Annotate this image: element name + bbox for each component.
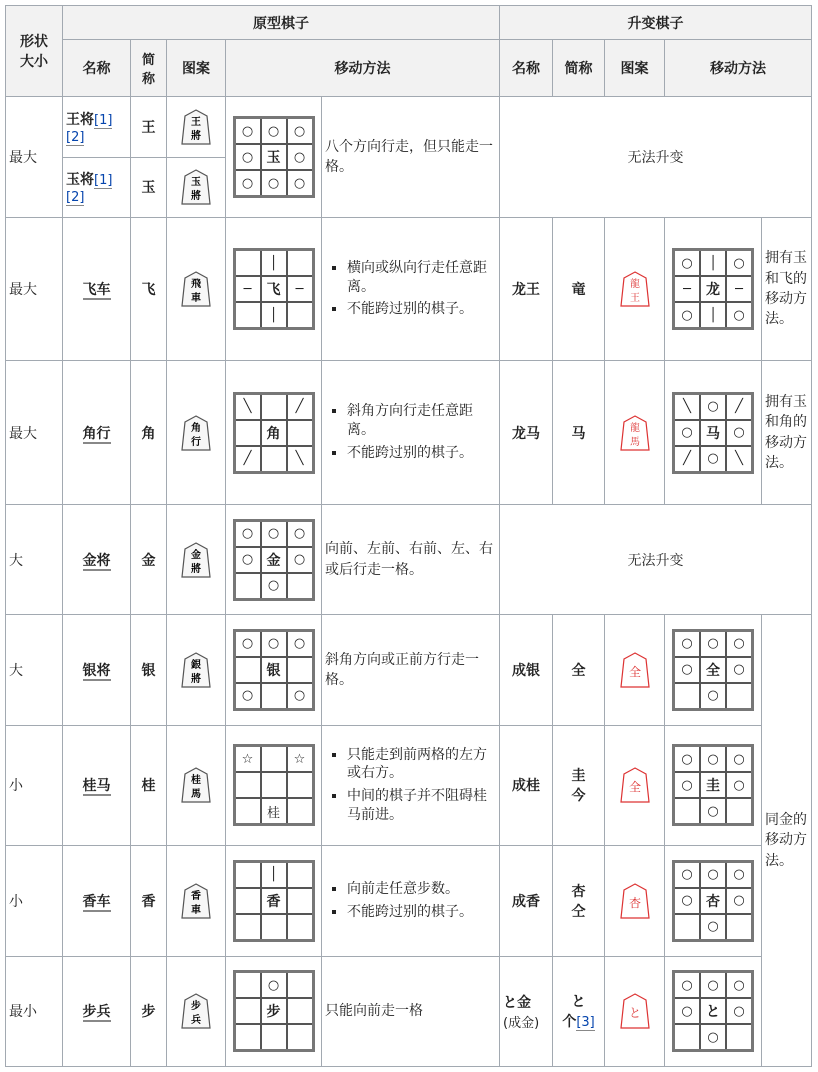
promoted-silver-piece-icon bbox=[620, 652, 650, 688]
grid-cell: ○ bbox=[234, 520, 261, 547]
promoted-move-grid bbox=[672, 860, 754, 942]
grid-cell: ○ bbox=[700, 798, 726, 825]
grid-cell bbox=[234, 772, 261, 798]
piece-name[interactable]: 香车 bbox=[63, 846, 131, 956]
move-description bbox=[322, 725, 500, 845]
grid-cell: ○ bbox=[234, 170, 261, 197]
svg-text:將: 將 bbox=[191, 191, 201, 203]
promoted-abbr: と 个[3] bbox=[553, 956, 605, 1067]
grid-cell: ╱ bbox=[287, 393, 314, 420]
move-rule-item: ▪ 不能跨过别的棋子。 bbox=[347, 444, 496, 463]
grid-cell bbox=[234, 657, 261, 683]
grid-cell bbox=[261, 393, 287, 420]
king-piece-icon bbox=[181, 109, 211, 145]
grid-cell: ○ bbox=[700, 861, 726, 888]
size-cell: 小 bbox=[6, 846, 63, 956]
move-grid bbox=[233, 248, 315, 330]
promoted-move-description: 同金的移动方法。 bbox=[762, 615, 812, 1067]
piece-image[interactable] bbox=[167, 504, 226, 614]
grid-cell bbox=[287, 914, 314, 941]
svg-text:馬: 馬 bbox=[629, 436, 640, 448]
svg-text:兵: 兵 bbox=[191, 1015, 201, 1027]
grid-cell bbox=[674, 798, 701, 825]
header-p-abbr: 简称 bbox=[553, 40, 605, 97]
grid-cell bbox=[287, 657, 314, 683]
grid-cell: ╲ bbox=[674, 393, 701, 420]
grid-cell: ○ bbox=[287, 118, 314, 145]
shogi-pieces-table bbox=[5, 5, 812, 1067]
size-cell: 最小 bbox=[6, 956, 63, 1067]
grid-cell bbox=[287, 798, 314, 825]
no-promotion: 无法升变 bbox=[500, 97, 812, 217]
promoted-name[interactable]: 成香 bbox=[500, 846, 553, 956]
grid-cell bbox=[234, 1024, 261, 1051]
piece-name[interactable]: 王将[1][2] bbox=[63, 97, 131, 157]
size-cell: 小 bbox=[6, 725, 63, 845]
move-rule-item: ▪ 不能跨过别的棋子。 bbox=[347, 300, 496, 319]
header-p-move: 移动方法 bbox=[665, 40, 812, 97]
grid-cell: ○ bbox=[726, 861, 753, 888]
grid-cell: ╱ bbox=[674, 446, 701, 473]
grid-cell: ○ bbox=[700, 746, 726, 773]
grid-cell: ○ bbox=[726, 420, 753, 446]
svg-text:全: 全 bbox=[628, 780, 641, 795]
grid-piece-cell: 银 bbox=[261, 657, 287, 683]
no-promotion: 无法升变 bbox=[500, 504, 812, 614]
grid-cell: ○ bbox=[674, 746, 701, 773]
grid-cell: ○ bbox=[726, 972, 753, 999]
move-rule-item: ▪ 向前走任意步数。 bbox=[347, 880, 496, 899]
grid-cell: ○ bbox=[674, 772, 701, 798]
grid-cell: ○ bbox=[726, 250, 753, 277]
header-p-pattern: 图案 bbox=[605, 40, 665, 97]
promoted-grid-cell bbox=[665, 846, 762, 956]
piece-image[interactable] bbox=[167, 725, 226, 845]
grid-cell: ╲ bbox=[287, 446, 314, 473]
grid-cell bbox=[287, 573, 314, 600]
grid-piece-cell: 马 bbox=[700, 420, 726, 446]
svg-text:龍: 龍 bbox=[629, 422, 640, 434]
promoted-move-grid bbox=[672, 744, 754, 826]
move-grid bbox=[233, 860, 315, 942]
grid-cell: ○ bbox=[700, 683, 726, 710]
grid-piece-cell: 玉 bbox=[261, 144, 287, 170]
grid-piece-cell: 全 bbox=[700, 657, 726, 683]
svg-text:角: 角 bbox=[191, 422, 201, 434]
promoted-image[interactable] bbox=[605, 725, 665, 845]
grid-cell: ╱ bbox=[726, 393, 753, 420]
header-p-name: 名称 bbox=[500, 40, 553, 97]
grid-cell bbox=[287, 972, 314, 999]
move-grid bbox=[233, 629, 315, 711]
promoted-grid-cell bbox=[665, 725, 762, 845]
promoted-image[interactable] bbox=[605, 217, 665, 361]
grid-cell bbox=[287, 998, 314, 1024]
grid-cell: │ bbox=[700, 302, 726, 329]
grid-cell bbox=[261, 914, 287, 941]
piece-abbr: 王 bbox=[131, 97, 167, 157]
move-description bbox=[322, 217, 500, 361]
promoted-name[interactable]: と金 (成金) bbox=[500, 956, 553, 1067]
svg-text:香: 香 bbox=[191, 890, 201, 902]
grid-cell: ○ bbox=[726, 888, 753, 914]
grid-cell: ○ bbox=[674, 250, 701, 277]
grid-cell bbox=[234, 998, 261, 1024]
grid-cell: ○ bbox=[726, 657, 753, 683]
svg-text:杏: 杏 bbox=[628, 895, 641, 910]
move-grid-cell bbox=[226, 956, 322, 1067]
ref-link[interactable]: [1][2] bbox=[66, 112, 113, 145]
grid-piece-cell: 杏 bbox=[700, 888, 726, 914]
svg-text:銀: 銀 bbox=[191, 659, 201, 671]
promoted-abbr: 全 bbox=[553, 615, 605, 725]
grid-cell: ○ bbox=[287, 630, 314, 657]
move-description bbox=[322, 361, 500, 505]
piece-abbr: 香 bbox=[131, 846, 167, 956]
grid-cell bbox=[726, 683, 753, 710]
svg-text:飛: 飛 bbox=[191, 279, 201, 291]
grid-cell bbox=[261, 1024, 287, 1051]
piece-image[interactable] bbox=[167, 846, 226, 956]
grid-cell: ○ bbox=[726, 998, 753, 1024]
move-description: 只能向前走一格 bbox=[322, 956, 500, 1067]
grid-cell: ○ bbox=[726, 630, 753, 657]
promoted-grid-cell bbox=[665, 361, 762, 505]
tokin-piece-icon bbox=[620, 993, 650, 1029]
grid-piece-cell bbox=[261, 772, 287, 798]
svg-text:王: 王 bbox=[191, 116, 201, 128]
promoted-move-grid bbox=[672, 248, 754, 330]
piece-name[interactable]: 金将 bbox=[63, 504, 131, 614]
grid-cell bbox=[287, 1024, 314, 1051]
header-move: 移动方法 bbox=[226, 40, 500, 97]
grid-cell: │ bbox=[261, 861, 287, 888]
grid-cell bbox=[234, 573, 261, 600]
rook-piece-icon bbox=[181, 271, 211, 307]
header-name: 名称 bbox=[63, 40, 131, 97]
svg-text:將: 將 bbox=[191, 563, 201, 575]
promoted-abbr: 杏 仝 bbox=[553, 846, 605, 956]
grid-cell: ○ bbox=[261, 520, 287, 547]
promoted-move-grid bbox=[672, 970, 754, 1052]
grid-cell: ○ bbox=[674, 630, 701, 657]
grid-cell bbox=[726, 914, 753, 941]
grid-cell bbox=[261, 746, 287, 773]
svg-text:行: 行 bbox=[191, 436, 201, 448]
grid-piece-cell: と bbox=[700, 998, 726, 1024]
move-description: 八个方向行走，但只能走一格。 bbox=[322, 97, 500, 217]
grid-cell bbox=[234, 420, 261, 446]
svg-text:步: 步 bbox=[191, 1001, 201, 1013]
grid-cell bbox=[234, 914, 261, 941]
move-rule-item: ▪ 横向或纵向行走任意距离。 bbox=[347, 259, 496, 297]
grid-cell: ─ bbox=[726, 276, 753, 302]
grid-cell: ○ bbox=[700, 1024, 726, 1051]
grid-cell bbox=[287, 888, 314, 914]
promoted-grid-cell bbox=[665, 217, 762, 361]
grid-cell bbox=[234, 861, 261, 888]
header-pattern: 图案 bbox=[167, 40, 226, 97]
grid-piece-cell: 角 bbox=[261, 420, 287, 446]
grid-cell: ○ bbox=[674, 420, 701, 446]
header-original: 原型棋子 bbox=[63, 6, 500, 40]
grid-cell bbox=[287, 302, 314, 329]
promoted-knight-piece-icon bbox=[620, 767, 650, 803]
promoted-image[interactable] bbox=[605, 615, 665, 725]
promoted-move-grid bbox=[672, 629, 754, 711]
grid-cell: ○ bbox=[726, 772, 753, 798]
promoted-name[interactable]: 龙王 bbox=[500, 217, 553, 361]
grid-cell bbox=[674, 1024, 701, 1051]
grid-cell bbox=[287, 250, 314, 277]
svg-text:龍: 龍 bbox=[629, 279, 640, 291]
grid-cell: ○ bbox=[287, 683, 314, 710]
grid-cell: ○ bbox=[287, 144, 314, 170]
size-cell: 最大 bbox=[6, 361, 63, 505]
piece-name[interactable]: 银将 bbox=[63, 615, 131, 725]
header-promoted: 升变棋子 bbox=[500, 6, 812, 40]
size-cell: 大 bbox=[6, 504, 63, 614]
grid-cell: ○ bbox=[234, 630, 261, 657]
move-rule-item: ▪ 中间的棋子并不阻碍桂马前进。 bbox=[347, 787, 496, 825]
grid-cell: ○ bbox=[287, 547, 314, 573]
grid-cell: ○ bbox=[726, 302, 753, 329]
grid-cell: ○ bbox=[700, 630, 726, 657]
grid-cell: ○ bbox=[674, 657, 701, 683]
dragon-horse-piece-icon bbox=[620, 415, 650, 451]
piece-abbr: 金 bbox=[131, 504, 167, 614]
svg-text:金: 金 bbox=[191, 549, 201, 561]
grid-cell: ─ bbox=[234, 276, 261, 302]
move-description bbox=[322, 846, 500, 956]
knight-piece-icon bbox=[181, 767, 211, 803]
promoted-abbr: 竜 bbox=[553, 217, 605, 361]
grid-cell: ○ bbox=[674, 302, 701, 329]
grid-piece-cell: 香 bbox=[261, 888, 287, 914]
grid-cell: ○ bbox=[234, 683, 261, 710]
header-size: 形状 大小 bbox=[6, 6, 63, 97]
grid-cell: ○ bbox=[674, 972, 701, 999]
grid-cell: ○ bbox=[700, 972, 726, 999]
grid-cell: ○ bbox=[674, 998, 701, 1024]
piece-abbr: 角 bbox=[131, 361, 167, 505]
grid-cell: ○ bbox=[700, 393, 726, 420]
piece-abbr: 玉 bbox=[131, 157, 167, 217]
move-grid-cell bbox=[226, 725, 322, 845]
grid-cell: ╲ bbox=[726, 446, 753, 473]
grid-cell bbox=[261, 446, 287, 473]
grid-cell: │ bbox=[700, 250, 726, 277]
grid-cell: ○ bbox=[674, 888, 701, 914]
piece-image[interactable] bbox=[167, 157, 226, 217]
grid-piece-cell: 圭 bbox=[700, 772, 726, 798]
grid-cell: ─ bbox=[287, 276, 314, 302]
move-grid-cell bbox=[226, 97, 322, 217]
promoted-abbr: 马 bbox=[553, 361, 605, 505]
move-rule-item: ▪ 不能跨过别的棋子。 bbox=[347, 903, 496, 922]
grid-cell: ○ bbox=[700, 914, 726, 941]
piece-image[interactable] bbox=[167, 615, 226, 725]
promoted-move-description: 拥有玉和角的移动方法。 bbox=[762, 361, 812, 505]
dragon-king-piece-icon bbox=[620, 271, 650, 307]
grid-cell: ○ bbox=[234, 547, 261, 573]
piece-abbr: 步 bbox=[131, 956, 167, 1067]
grid-piece-cell: 金 bbox=[261, 547, 287, 573]
promoted-lance-piece-icon bbox=[620, 883, 650, 919]
piece-name[interactable]: 玉将[1][2] bbox=[63, 157, 131, 217]
grid-cell bbox=[287, 772, 314, 798]
svg-text:將: 將 bbox=[191, 130, 201, 142]
size-cell: 最大 bbox=[6, 97, 63, 217]
move-grid bbox=[233, 519, 315, 601]
promoted-grid-cell bbox=[665, 615, 762, 725]
grid-cell: ☆ bbox=[234, 746, 261, 773]
size-cell: 大 bbox=[6, 615, 63, 725]
promoted-name[interactable]: 成银 bbox=[500, 615, 553, 725]
grid-cell: ○ bbox=[674, 861, 701, 888]
piece-name[interactable]: 角行 bbox=[63, 361, 131, 505]
move-rule-item: ▪ 只能走到前两格的左方或右方。 bbox=[347, 746, 496, 784]
grid-cell: ○ bbox=[261, 630, 287, 657]
grid-cell: ○ bbox=[726, 746, 753, 773]
move-grid-cell bbox=[226, 615, 322, 725]
grid-cell: ○ bbox=[287, 520, 314, 547]
svg-text:王: 王 bbox=[629, 293, 640, 305]
grid-cell bbox=[234, 302, 261, 329]
svg-text:全: 全 bbox=[628, 664, 641, 679]
move-description: 斜角方向或正前方行走一格。 bbox=[322, 615, 500, 725]
grid-cell bbox=[674, 914, 701, 941]
grid-cell: ○ bbox=[261, 573, 287, 600]
grid-piece-cell: 龙 bbox=[700, 276, 726, 302]
grid-cell bbox=[287, 861, 314, 888]
svg-text:と: と bbox=[628, 1006, 641, 1021]
svg-text:馬: 馬 bbox=[191, 789, 201, 801]
move-grid bbox=[233, 392, 315, 474]
grid-piece-cell: 步 bbox=[261, 998, 287, 1024]
grid-cell: ╱ bbox=[234, 446, 261, 473]
piece-abbr: 桂 bbox=[131, 725, 167, 845]
pawn-piece-icon bbox=[181, 993, 211, 1029]
piece-name[interactable]: 步兵 bbox=[63, 956, 131, 1067]
grid-cell bbox=[726, 798, 753, 825]
grid-cell: ○ bbox=[234, 118, 261, 145]
promoted-move-grid bbox=[672, 392, 754, 474]
promoted-move-description: 拥有玉和飞的移动方法。 bbox=[762, 217, 812, 361]
grid-cell bbox=[234, 972, 261, 999]
grid-cell: ○ bbox=[261, 118, 287, 145]
promoted-image[interactable] bbox=[605, 956, 665, 1067]
grid-piece-cell: 飞 bbox=[261, 276, 287, 302]
grid-cell bbox=[234, 798, 261, 825]
svg-text:玉: 玉 bbox=[191, 177, 201, 189]
svg-text:將: 將 bbox=[191, 673, 201, 685]
grid-cell: ○ bbox=[700, 446, 726, 473]
gold-piece-icon bbox=[181, 542, 211, 578]
svg-text:車: 車 bbox=[191, 293, 201, 305]
promoted-grid-cell bbox=[665, 956, 762, 1067]
promoted-image[interactable] bbox=[605, 361, 665, 505]
lance-piece-icon bbox=[181, 883, 211, 919]
grid-cell: │ bbox=[261, 302, 287, 329]
move-grid bbox=[233, 116, 315, 198]
grid-cell: ─ bbox=[674, 276, 701, 302]
svg-text:車: 車 bbox=[191, 904, 201, 916]
grid-cell: ○ bbox=[287, 170, 314, 197]
move-grid-cell bbox=[226, 217, 322, 361]
move-grid bbox=[233, 970, 315, 1052]
grid-cell bbox=[234, 250, 261, 277]
move-description: 向前、左前、右前、左、右或后行走一格。 bbox=[322, 504, 500, 614]
move-rule-item: ▪ 斜角方向行走任意距离。 bbox=[347, 402, 496, 440]
header-abbr: 简 称 bbox=[131, 40, 167, 97]
piece-image[interactable] bbox=[167, 956, 226, 1067]
piece-image[interactable] bbox=[167, 97, 226, 157]
promoted-name[interactable]: 龙马 bbox=[500, 361, 553, 505]
size-cell: 最大 bbox=[6, 217, 63, 361]
move-grid-cell bbox=[226, 846, 322, 956]
grid-cell: ☆ bbox=[287, 746, 314, 773]
grid-cell: ○ bbox=[261, 170, 287, 197]
move-grid-cell bbox=[226, 504, 322, 614]
piece-abbr: 银 bbox=[131, 615, 167, 725]
grid-cell: │ bbox=[261, 250, 287, 277]
grid-cell: ╲ bbox=[234, 393, 261, 420]
silver-piece-icon bbox=[181, 652, 211, 688]
promoted-name[interactable]: 成桂 bbox=[500, 725, 553, 845]
grid-cell: ○ bbox=[234, 144, 261, 170]
jade-piece-icon bbox=[181, 169, 211, 205]
grid-cell: 桂 bbox=[261, 798, 287, 825]
piece-image[interactable] bbox=[167, 361, 226, 505]
bishop-piece-icon bbox=[181, 415, 211, 451]
grid-cell bbox=[674, 683, 701, 710]
svg-text:桂: 桂 bbox=[191, 775, 201, 787]
ref-link[interactable]: [3] bbox=[576, 1015, 595, 1031]
ref-link[interactable]: [1][2] bbox=[66, 173, 113, 206]
piece-name[interactable]: 飞车 bbox=[63, 217, 131, 361]
grid-cell bbox=[261, 683, 287, 710]
piece-name[interactable]: 桂马 bbox=[63, 725, 131, 845]
grid-cell bbox=[234, 888, 261, 914]
grid-cell bbox=[726, 1024, 753, 1051]
move-grid bbox=[233, 744, 315, 826]
piece-image[interactable] bbox=[167, 217, 226, 361]
piece-abbr: 飞 bbox=[131, 217, 167, 361]
promoted-abbr: 圭 今 bbox=[553, 725, 605, 845]
move-grid-cell bbox=[226, 361, 322, 505]
grid-cell bbox=[287, 420, 314, 446]
grid-cell: ○ bbox=[261, 972, 287, 999]
promoted-image[interactable] bbox=[605, 846, 665, 956]
